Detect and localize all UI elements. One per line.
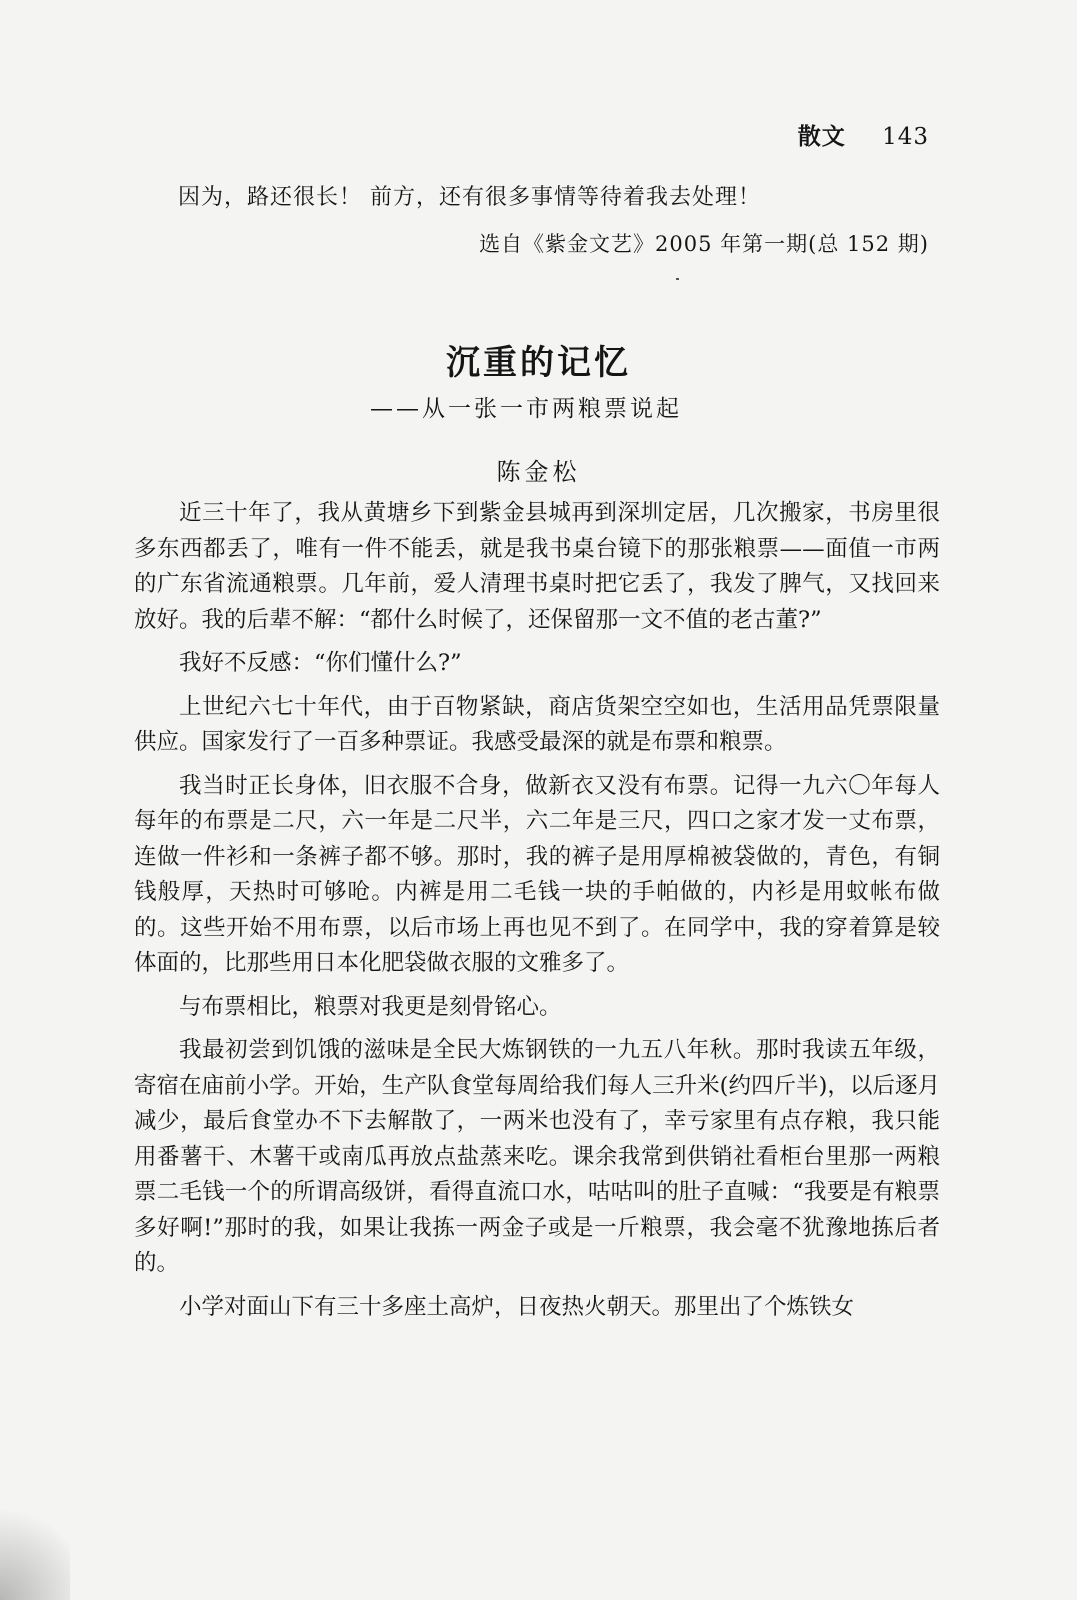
article-body: [134, 496, 940, 1333]
section-name: 散文: [797, 123, 846, 150]
paragraph: 我好不反感：“你们懂什么?”: [179, 650, 462, 676]
previous-article-source: 选自《紫金文艺》2005 年第一期(总 152 期): [479, 232, 929, 256]
print-speck: [676, 278, 679, 280]
paragraph: 我当时正长身体，旧衣服不合身，做新衣又没有布票。记得一九六〇年每人每年的布票是二尺，六一年是二尺半，六二年是三尺，四口之家才发一丈布票，连做一件衫和一条裤子都不够。那时，我的裤子是用厚棉被袋做的，青色，有铜钱般厚，天热时可够呛。内裤是用二毛钱一块的手帕做的，内衫是用蚊帐布做的。这些开始不用布票，以后市场上再也见不到了。在同学中，我的穿着算是较体面的，比那些用日本化肥袋做衣服的文雅多了。: [134, 772, 940, 976]
article-author: 陈金松: [496, 458, 581, 486]
previous-article-closing-line: 因为，路还很长！ 前方，还有很多事情等待着我去处理！: [178, 185, 761, 210]
paragraph: 上世纪六七十年代，由于百物紧缺，商店货架空空如也，生活用品凭票限量供应。国家发行了一百多种票证。我感受最深的就是布票和粮票。: [134, 693, 940, 755]
running-header: [798, 118, 929, 151]
scan-shadow: [0, 1490, 70, 1600]
page-number: 143: [882, 124, 929, 150]
paragraph: 我最初尝到饥饿的滋味是全民大炼钢铁的一九五八年秋。那时我读五年级，寄宿在庙前小学。开始，生产队食堂每周给我们每人三升米(约四斤半)，以后逐月减少，最后食堂办不下去解散了，一两米也没有了，幸亏家里有点存粮，我只能用番薯干、木薯干或南瓜再放点盐蒸来吃。课余我常到供销社看柜台里那一两粮票二毛钱一个的所谓高级饼，看得直流口水，咕咕叫的肚子直喊：“我要是有粮票多好啊!”那时的我，如果让我拣一两金子或是一斤粮票，我会毫不犹豫地拣后者的。: [134, 1037, 940, 1276]
article-subtitle: ——从一张一市两粮票说起: [370, 396, 682, 422]
paragraph: 与布票相比，粮票对我更是刻骨铭心。: [179, 993, 562, 1020]
paragraph: 近三十年了，我从黄塘乡下到紫金县城再到深圳定居，几次搬家，书房里很多东西都丢了，唯有一件不能丢，就是我书桌台镜下的那张粮票——面值一市两的广东省流通粮票。几年前，爱人清理书桌时把它丢了，我发了脾气，又找回来放好。我的后辈不解：“都什么时候了，还保留那一文不值的老古董?”: [134, 500, 940, 633]
paragraph: 小学对面山下有三十多座土高炉，日夜热火朝天。那里出了个炼铁女: [179, 1293, 855, 1320]
article-title: 沉重的记忆: [446, 343, 631, 383]
